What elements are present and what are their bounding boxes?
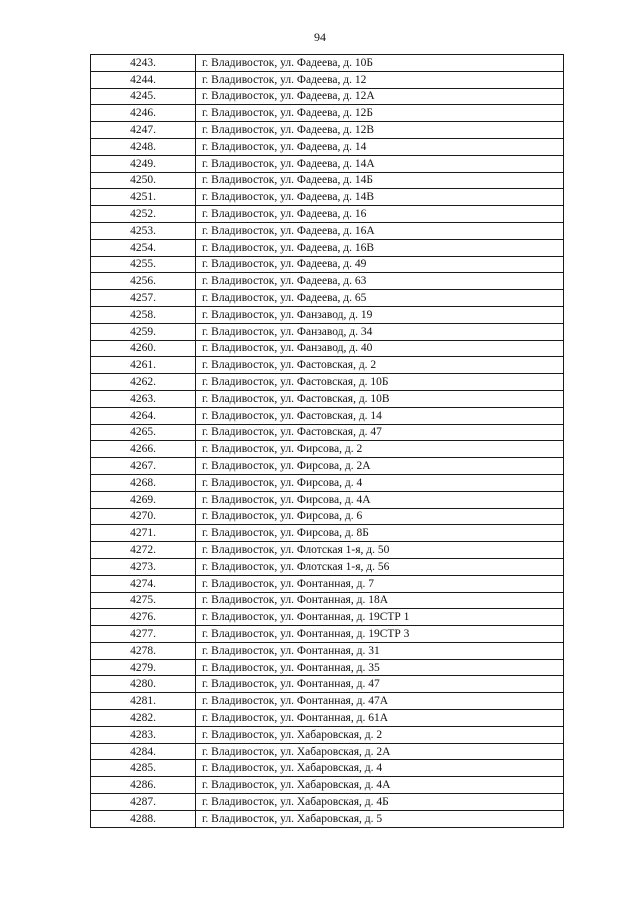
table-row: [91, 659, 564, 676]
address-cell: г. Владивосток, ул. Фирсова, д. 2А: [196, 458, 564, 475]
row-number: 4267.: [91, 458, 196, 475]
table-row: [91, 794, 564, 811]
table-row: [91, 138, 564, 155]
table-row: [91, 55, 564, 72]
table-row: [91, 222, 564, 239]
row-number: 4273.: [91, 558, 196, 575]
address-cell: г. Владивосток, ул. Фанзавод, д. 19: [196, 306, 564, 323]
row-number: 4254.: [91, 239, 196, 256]
address-cell: г. Владивосток, ул. Фонтанная, д. 19СТР 1: [196, 609, 564, 626]
address-cell: г. Владивосток, ул. Фадеева, д. 65: [196, 290, 564, 307]
address-cell: г. Владивосток, ул. Фирсова, д. 4: [196, 474, 564, 491]
address-cell: г. Владивосток, ул. Хабаровская, д. 5: [196, 810, 564, 827]
row-number: 4248.: [91, 138, 196, 155]
row-number: 4251.: [91, 189, 196, 206]
table-row: [91, 407, 564, 424]
address-cell: г. Владивосток, ул. Фадеева, д. 12: [196, 71, 564, 88]
row-number: 4265.: [91, 424, 196, 441]
table-row: [91, 122, 564, 139]
table-row: [91, 558, 564, 575]
address-cell: г. Владивосток, ул. Фадеева, д. 12В: [196, 122, 564, 139]
table-row: [91, 693, 564, 710]
table-row: [91, 525, 564, 542]
row-number: 4272.: [91, 542, 196, 559]
table-row: [91, 810, 564, 827]
row-number: 4256.: [91, 273, 196, 290]
row-number: 4264.: [91, 407, 196, 424]
table-row: [91, 105, 564, 122]
address-cell: г. Владивосток, ул. Фадеева, д. 16: [196, 206, 564, 223]
row-number: 4276.: [91, 609, 196, 626]
row-number: 4258.: [91, 306, 196, 323]
table-row: [91, 390, 564, 407]
row-number: 4280.: [91, 676, 196, 693]
row-number: 4270.: [91, 508, 196, 525]
address-cell: г. Владивосток, ул. Фирсова, д. 6: [196, 508, 564, 525]
row-number: 4245.: [91, 88, 196, 105]
address-cell: г. Владивосток, ул. Фадеева, д. 14: [196, 138, 564, 155]
address-cell: г. Владивосток, ул. Фастовская, д. 2: [196, 357, 564, 374]
address-cell: г. Владивосток, ул. Фастовская, д. 14: [196, 407, 564, 424]
table-row: [91, 575, 564, 592]
row-number: 4261.: [91, 357, 196, 374]
row-number: 4275.: [91, 592, 196, 609]
row-number: 4277.: [91, 626, 196, 643]
row-number: 4281.: [91, 693, 196, 710]
table-row: [91, 290, 564, 307]
table-row: [91, 542, 564, 559]
row-number: 4266.: [91, 441, 196, 458]
address-cell: г. Владивосток, ул. Флотская 1-я, д. 56: [196, 558, 564, 575]
address-cell: г. Владивосток, ул. Фадеева, д. 14Б: [196, 172, 564, 189]
address-cell: г. Владивосток, ул. Фадеева, д. 16В: [196, 239, 564, 256]
row-number: 4257.: [91, 290, 196, 307]
table-row: [91, 441, 564, 458]
table-row: [91, 172, 564, 189]
address-cell: г. Владивосток, ул. Фонтанная, д. 35: [196, 659, 564, 676]
row-number: 4269.: [91, 491, 196, 508]
address-cell: г. Владивосток, ул. Фанзавод, д. 34: [196, 323, 564, 340]
table-row: [91, 340, 564, 357]
address-cell: г. Владивосток, ул. Флотская 1-я, д. 50: [196, 542, 564, 559]
row-number: 4263.: [91, 390, 196, 407]
address-table: [90, 54, 564, 828]
row-number: 4285.: [91, 760, 196, 777]
address-cell: г. Владивосток, ул. Фастовская, д. 10В: [196, 390, 564, 407]
row-number: 4286.: [91, 777, 196, 794]
row-number: 4271.: [91, 525, 196, 542]
address-cell: г. Владивосток, ул. Фадеева, д. 14В: [196, 189, 564, 206]
table-row: [91, 323, 564, 340]
address-cell: г. Владивосток, ул. Фадеева, д. 12А: [196, 88, 564, 105]
address-cell: г. Владивосток, ул. Хабаровская, д. 4: [196, 760, 564, 777]
table-row: [91, 760, 564, 777]
address-cell: г. Владивосток, ул. Фадеева, д. 12Б: [196, 105, 564, 122]
address-cell: г. Владивосток, ул. Фонтанная, д. 19СТР 3: [196, 626, 564, 643]
address-cell: г. Владивосток, ул. Фонтанная, д. 7: [196, 575, 564, 592]
table-row: [91, 592, 564, 609]
table-row: [91, 491, 564, 508]
address-cell: г. Владивосток, ул. Фастовская, д. 47: [196, 424, 564, 441]
row-number: 4244.: [91, 71, 196, 88]
table-row: [91, 306, 564, 323]
table-row: [91, 273, 564, 290]
row-number: 4247.: [91, 122, 196, 139]
row-number: 4246.: [91, 105, 196, 122]
table-row: [91, 676, 564, 693]
table-row: [91, 726, 564, 743]
table-row: [91, 189, 564, 206]
table-row: [91, 710, 564, 727]
row-number: 4262.: [91, 374, 196, 391]
address-cell: г. Владивосток, ул. Хабаровская, д. 2А: [196, 743, 564, 760]
row-number: 4243.: [91, 55, 196, 72]
row-number: 4250.: [91, 172, 196, 189]
address-cell: г. Владивосток, ул. Фирсова, д. 2: [196, 441, 564, 458]
address-cell: г. Владивосток, ул. Хабаровская, д. 4Б: [196, 794, 564, 811]
row-number: 4268.: [91, 474, 196, 491]
address-cell: г. Владивосток, ул. Фанзавод, д. 40: [196, 340, 564, 357]
row-number: 4259.: [91, 323, 196, 340]
table-row: [91, 256, 564, 273]
table-row: [91, 155, 564, 172]
table-row: [91, 88, 564, 105]
address-cell: г. Владивосток, ул. Фадеева, д. 63: [196, 273, 564, 290]
table-row: [91, 508, 564, 525]
table-row: [91, 642, 564, 659]
address-cell: г. Владивосток, ул. Фирсова, д. 4А: [196, 491, 564, 508]
row-number: 4283.: [91, 726, 196, 743]
address-cell: г. Владивосток, ул. Фирсова, д. 8Б: [196, 525, 564, 542]
page-number: 94: [314, 30, 326, 44]
table-row: [91, 458, 564, 475]
table-row: [91, 626, 564, 643]
row-number: 4278.: [91, 642, 196, 659]
row-number: 4253.: [91, 222, 196, 239]
table-row: [91, 424, 564, 441]
table-row: [91, 357, 564, 374]
address-cell: г. Владивосток, ул. Хабаровская, д. 2: [196, 726, 564, 743]
address-cell: г. Владивосток, ул. Фонтанная, д. 47: [196, 676, 564, 693]
row-number: 4288.: [91, 810, 196, 827]
address-cell: г. Владивосток, ул. Фадеева, д. 16А: [196, 222, 564, 239]
address-cell: г. Владивосток, ул. Фонтанная, д. 61А: [196, 710, 564, 727]
table-row: [91, 474, 564, 491]
row-number: 4252.: [91, 206, 196, 223]
table-row: [91, 609, 564, 626]
address-cell: г. Владивосток, ул. Фонтанная, д. 47А: [196, 693, 564, 710]
table-row: [91, 743, 564, 760]
row-number: 4274.: [91, 575, 196, 592]
row-number: 4287.: [91, 794, 196, 811]
row-number: 4255.: [91, 256, 196, 273]
address-cell: г. Владивосток, ул. Фонтанная, д. 31: [196, 642, 564, 659]
table-row: [91, 239, 564, 256]
row-number: 4282.: [91, 710, 196, 727]
address-table-body: [91, 55, 564, 828]
address-cell: г. Владивосток, ул. Фадеева, д. 14А: [196, 155, 564, 172]
row-number: 4260.: [91, 340, 196, 357]
row-number: 4279.: [91, 659, 196, 676]
row-number: 4249.: [91, 155, 196, 172]
table-row: [91, 206, 564, 223]
table-row: [91, 71, 564, 88]
address-cell: г. Владивосток, ул. Фонтанная, д. 18А: [196, 592, 564, 609]
table-row: [91, 777, 564, 794]
address-cell: г. Владивосток, ул. Хабаровская, д. 4А: [196, 777, 564, 794]
address-cell: г. Владивосток, ул. Фадеева, д. 10Б: [196, 55, 564, 72]
table-row: [91, 374, 564, 391]
row-number: 4284.: [91, 743, 196, 760]
address-cell: г. Владивосток, ул. Фадеева, д. 49: [196, 256, 564, 273]
address-cell: г. Владивосток, ул. Фастовская, д. 10Б: [196, 374, 564, 391]
